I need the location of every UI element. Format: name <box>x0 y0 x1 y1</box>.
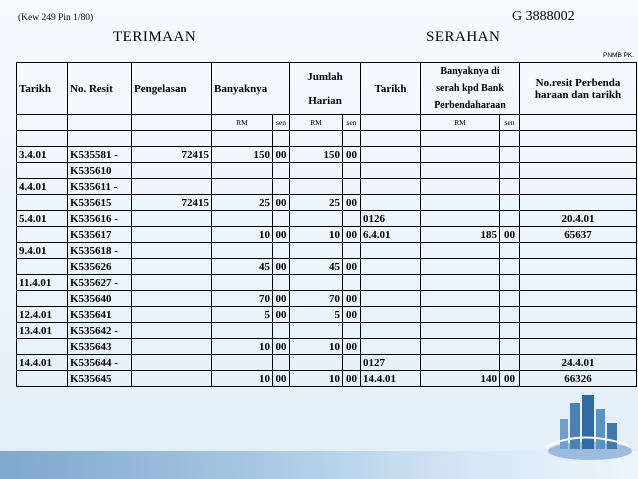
cell-resit-perbendaharaan <box>520 147 637 163</box>
cell-banyaknya-rm <box>212 355 273 371</box>
cell-tarikh-serah <box>361 307 421 323</box>
cell-tarikh-serah <box>361 179 421 195</box>
cell-banyaknya-rm <box>212 323 273 339</box>
section-title-terimaan: TERIMAAN <box>113 29 197 45</box>
cell-jumlah-sen <box>343 355 361 371</box>
cell-banyaknya-rm <box>212 131 273 147</box>
table-row <box>17 275 637 291</box>
cell-banyaknya-sen: 00 <box>273 307 290 323</box>
cell-jumlah-rm <box>290 275 343 291</box>
table-row <box>17 179 637 195</box>
cell-banyaknya-rm <box>212 179 273 195</box>
cell-pengelasan <box>132 211 212 227</box>
cell-tarikh: 4.4.01 <box>17 179 68 195</box>
table-row <box>17 163 637 179</box>
cell-jumlah-sen <box>343 131 361 147</box>
cell-serah-sen <box>500 307 520 323</box>
cell-no-resit: K535640 <box>68 291 132 307</box>
cell-no-resit: K535626 <box>68 259 132 275</box>
cell-jumlah-sen <box>343 163 361 179</box>
cell-tarikh: 11.4.01 <box>17 275 68 291</box>
cell-banyaknya-rm <box>212 163 273 179</box>
ledger-body <box>17 131 637 387</box>
cell-serah-rm <box>421 355 500 371</box>
cell-resit-perbendaharaan <box>520 339 637 355</box>
cell-tarikh-serah <box>361 163 421 179</box>
cell-banyaknya-sen: 00 <box>273 259 290 275</box>
resit-perb-line2: haraan dan tarikh <box>534 88 622 101</box>
cell-resit-perbendaharaan <box>520 291 637 307</box>
cell-no-resit: K535610 <box>68 163 132 179</box>
rm-label: RM <box>212 115 273 131</box>
cell-tarikh-serah <box>361 147 421 163</box>
cell-resit-perbendaharaan: 20.4.01 <box>520 211 637 227</box>
cell-pengelasan <box>132 339 212 355</box>
cell-jumlah-rm: 10 <box>290 227 343 243</box>
cell-banyaknya-rm: 25 <box>212 195 273 211</box>
cell-jumlah-sen <box>343 323 361 339</box>
cell-jumlah-rm <box>290 163 343 179</box>
cell-resit-perbendaharaan <box>520 179 637 195</box>
cell-tarikh: 12.4.01 <box>17 307 68 323</box>
cell-no-resit: K535643 <box>68 339 132 355</box>
cell-pengelasan <box>132 291 212 307</box>
cell-serah-rm <box>421 163 500 179</box>
cell-banyaknya-rm: 5 <box>212 307 273 323</box>
cell-banyaknya-rm: 45 <box>212 259 273 275</box>
cell-tarikh <box>17 131 68 147</box>
sen-label: sen <box>500 115 520 131</box>
cell-banyaknya-rm <box>212 275 273 291</box>
cell-pengelasan: 72415 <box>132 195 212 211</box>
cell-resit-perbendaharaan <box>520 307 637 323</box>
cell-banyaknya-rm: 10 <box>212 371 273 387</box>
cell-no-resit: K535581 - <box>68 147 132 163</box>
cell-tarikh-serah: 0127 <box>361 355 421 371</box>
col-header-banyak-serah <box>421 63 520 115</box>
cell-tarikh-serah: 6.4.01 <box>361 227 421 243</box>
cell-resit-perbendaharaan <box>520 259 637 275</box>
cell-no-resit: K535642 - <box>68 323 132 339</box>
resit-perb-line1: No.resit Perbenda <box>535 76 621 89</box>
cell-no-resit: K535645 <box>68 371 132 387</box>
cell-jumlah-rm: 70 <box>290 291 343 307</box>
col-header-no-resit: No. Resit <box>68 63 132 115</box>
banyak-serah-line3: Perbendaharaan <box>434 100 506 111</box>
cell-jumlah-sen <box>343 179 361 195</box>
cell-resit-perbendaharaan: 24.4.01 <box>520 355 637 371</box>
cell-pengelasan: 72415 <box>132 147 212 163</box>
cell-tarikh <box>17 227 68 243</box>
cell-jumlah-rm: 10 <box>290 371 343 387</box>
cell-tarikh: 5.4.01 <box>17 211 68 227</box>
cell-resit-perbendaharaan <box>520 131 637 147</box>
cell-resit-perbendaharaan: 66326 <box>520 371 637 387</box>
col-header-jumlah-harian <box>290 63 361 115</box>
table-row <box>17 211 637 227</box>
cell-banyaknya-sen: 00 <box>273 147 290 163</box>
cell-pengelasan <box>132 371 212 387</box>
cell-jumlah-sen: 00 <box>343 291 361 307</box>
cell-banyaknya-rm: 150 <box>212 147 273 163</box>
cell-banyaknya-rm: 10 <box>212 339 273 355</box>
rm-label: RM <box>290 115 343 131</box>
table-row <box>17 195 637 211</box>
cell-tarikh-serah <box>361 291 421 307</box>
cell-pengelasan <box>132 179 212 195</box>
cell-resit-perbendaharaan <box>520 243 637 259</box>
cell-tarikh-serah <box>361 323 421 339</box>
cell-tarikh <box>17 163 68 179</box>
harian-label: Harian <box>308 94 342 107</box>
cell-pengelasan <box>132 163 212 179</box>
cell-pengelasan <box>132 355 212 371</box>
cell-jumlah-sen: 00 <box>343 147 361 163</box>
cell-tarikh-serah <box>361 275 421 291</box>
cell-serah-sen <box>500 275 520 291</box>
col-header-no-resit-perbendaharaan <box>520 63 637 115</box>
cell-serah-sen <box>500 195 520 211</box>
cell-no-resit: K535618 - <box>68 243 132 259</box>
col-header-banyaknya: Banyaknya <box>212 63 290 115</box>
cell-no-resit: K535617 <box>68 227 132 243</box>
cell-tarikh: 9.4.01 <box>17 243 68 259</box>
cell-serah-rm <box>421 259 500 275</box>
cell-serah-sen <box>500 339 520 355</box>
city-buildings-icon <box>540 389 632 461</box>
cell-resit-perbendaharaan <box>520 275 637 291</box>
cell-serah-sen <box>500 291 520 307</box>
cell-tarikh <box>17 339 68 355</box>
cell-serah-rm <box>421 195 500 211</box>
cell-banyaknya-sen: 00 <box>273 227 290 243</box>
cell-jumlah-rm <box>290 323 343 339</box>
cell-serah-sen <box>500 131 520 147</box>
cell-pengelasan <box>132 227 212 243</box>
corner-code: PNMB PK. <box>603 52 635 59</box>
cell-serah-sen <box>500 179 520 195</box>
table-row <box>17 371 637 387</box>
table-row <box>17 355 637 371</box>
cell-jumlah-sen <box>343 275 361 291</box>
cell-banyaknya-rm: 70 <box>212 291 273 307</box>
rm-label: RM <box>421 115 500 131</box>
cell-serah-sen <box>500 323 520 339</box>
table-row <box>17 339 637 355</box>
cell-banyaknya-sen: 00 <box>273 371 290 387</box>
cell-jumlah-rm <box>290 243 343 259</box>
cell-tarikh-serah <box>361 195 421 211</box>
cell-pengelasan <box>132 243 212 259</box>
cell-tarikh <box>17 371 68 387</box>
cell-serah-sen <box>500 211 520 227</box>
cell-pengelasan <box>132 275 212 291</box>
table-row <box>17 243 637 259</box>
cell-resit-perbendaharaan <box>520 323 637 339</box>
table-row <box>17 291 637 307</box>
cell-banyaknya-rm <box>212 211 273 227</box>
jumlah-label: Jumlah <box>307 70 343 83</box>
cell-no-resit <box>68 131 132 147</box>
cell-banyaknya-rm: 10 <box>212 227 273 243</box>
cell-jumlah-rm <box>290 131 343 147</box>
cell-jumlah-sen: 00 <box>343 371 361 387</box>
table-row <box>17 259 637 275</box>
cell-no-resit: K535615 <box>68 195 132 211</box>
table-row <box>17 147 637 163</box>
col-header-tarikh: Tarikh <box>17 63 68 115</box>
cell-serah-sen <box>500 163 520 179</box>
cell-no-resit: K535644 - <box>68 355 132 371</box>
cell-serah-rm <box>421 307 500 323</box>
cell-jumlah-sen: 00 <box>343 339 361 355</box>
cell-pengelasan <box>132 259 212 275</box>
cell-serah-sen: 00 <box>500 227 520 243</box>
cell-serah-rm <box>421 131 500 147</box>
cell-jumlah-sen <box>343 243 361 259</box>
cell-jumlah-rm: 25 <box>290 195 343 211</box>
cell-no-resit: K535611 - <box>68 179 132 195</box>
cell-tarikh-serah <box>361 131 421 147</box>
table-row <box>17 323 637 339</box>
cell-banyaknya-sen: 00 <box>273 291 290 307</box>
cell-banyaknya-sen <box>273 131 290 147</box>
cell-banyaknya-sen <box>273 275 290 291</box>
serial-number: G 3888002 <box>512 9 575 24</box>
section-title-serahan: SERAHAN <box>426 29 501 45</box>
col-header-tarikh-serah: Tarikh <box>361 63 421 115</box>
cell-serah-sen <box>500 243 520 259</box>
cell-serah-rm <box>421 275 500 291</box>
cell-jumlah-rm <box>290 211 343 227</box>
cell-jumlah-rm: 45 <box>290 259 343 275</box>
cell-serah-sen <box>500 147 520 163</box>
cell-serah-rm <box>421 323 500 339</box>
cell-banyaknya-sen <box>273 323 290 339</box>
cell-serah-rm <box>421 211 500 227</box>
cell-pengelasan <box>132 307 212 323</box>
cell-no-resit: K535627 - <box>68 275 132 291</box>
cell-tarikh: 13.4.01 <box>17 323 68 339</box>
cell-jumlah-sen: 00 <box>343 259 361 275</box>
cell-jumlah-rm: 5 <box>290 307 343 323</box>
cell-serah-sen: 00 <box>500 371 520 387</box>
cell-tarikh: 14.4.01 <box>17 355 68 371</box>
cell-tarikh-serah <box>361 339 421 355</box>
cell-serah-rm <box>421 291 500 307</box>
cell-tarikh <box>17 259 68 275</box>
sen-label: sen <box>343 115 361 131</box>
cell-banyaknya-sen <box>273 355 290 371</box>
cell-pengelasan <box>132 131 212 147</box>
cell-resit-perbendaharaan <box>520 163 637 179</box>
cell-serah-rm: 140 <box>421 371 500 387</box>
currency-subheader-row <box>17 115 637 131</box>
cell-banyaknya-sen <box>273 179 290 195</box>
cell-tarikh-serah <box>361 259 421 275</box>
cell-banyaknya-sen: 00 <box>273 339 290 355</box>
cell-jumlah-rm <box>290 355 343 371</box>
cell-no-resit: K535616 - <box>68 211 132 227</box>
cell-jumlah-sen: 00 <box>343 195 361 211</box>
cell-tarikh-serah <box>361 243 421 259</box>
cell-serah-rm <box>421 179 500 195</box>
table-row <box>17 227 637 243</box>
column-header-row <box>17 63 637 115</box>
cell-tarikh-serah: 0126 <box>361 211 421 227</box>
banyak-serah-line2: serah kpd Bank <box>436 83 504 94</box>
cell-banyaknya-rm <box>212 243 273 259</box>
cell-serah-rm <box>421 147 500 163</box>
table-row <box>17 131 637 147</box>
col-header-pengelasan: Pengelasan <box>132 63 212 115</box>
cell-jumlah-rm <box>290 179 343 195</box>
cell-jumlah-sen: 00 <box>343 307 361 323</box>
cell-resit-perbendaharaan <box>520 195 637 211</box>
table-row <box>17 307 637 323</box>
cell-banyaknya-sen <box>273 211 290 227</box>
cell-banyaknya-sen <box>273 243 290 259</box>
cell-jumlah-sen <box>343 211 361 227</box>
cell-tarikh <box>17 291 68 307</box>
cell-banyaknya-sen <box>273 163 290 179</box>
cell-tarikh-serah: 14.4.01 <box>361 371 421 387</box>
sen-label: sen <box>273 115 290 131</box>
cell-serah-rm <box>421 339 500 355</box>
cell-serah-rm <box>421 243 500 259</box>
cell-no-resit: K535641 <box>68 307 132 323</box>
cell-serah-sen <box>500 355 520 371</box>
cell-pengelasan <box>132 323 212 339</box>
form-reference: (Kew 249 Pin 1/80) <box>18 13 94 23</box>
cell-jumlah-rm: 10 <box>290 339 343 355</box>
cell-tarikh <box>17 195 68 211</box>
cell-tarikh: 3.4.01 <box>17 147 68 163</box>
cell-jumlah-rm: 150 <box>290 147 343 163</box>
cell-serah-rm: 185 <box>421 227 500 243</box>
cell-serah-sen <box>500 259 520 275</box>
banyak-serah-line1: Banyaknya di <box>440 66 500 77</box>
cell-resit-perbendaharaan: 65637 <box>520 227 637 243</box>
cell-jumlah-sen: 00 <box>343 227 361 243</box>
ledger-table <box>16 62 637 387</box>
cell-banyaknya-sen: 00 <box>273 195 290 211</box>
